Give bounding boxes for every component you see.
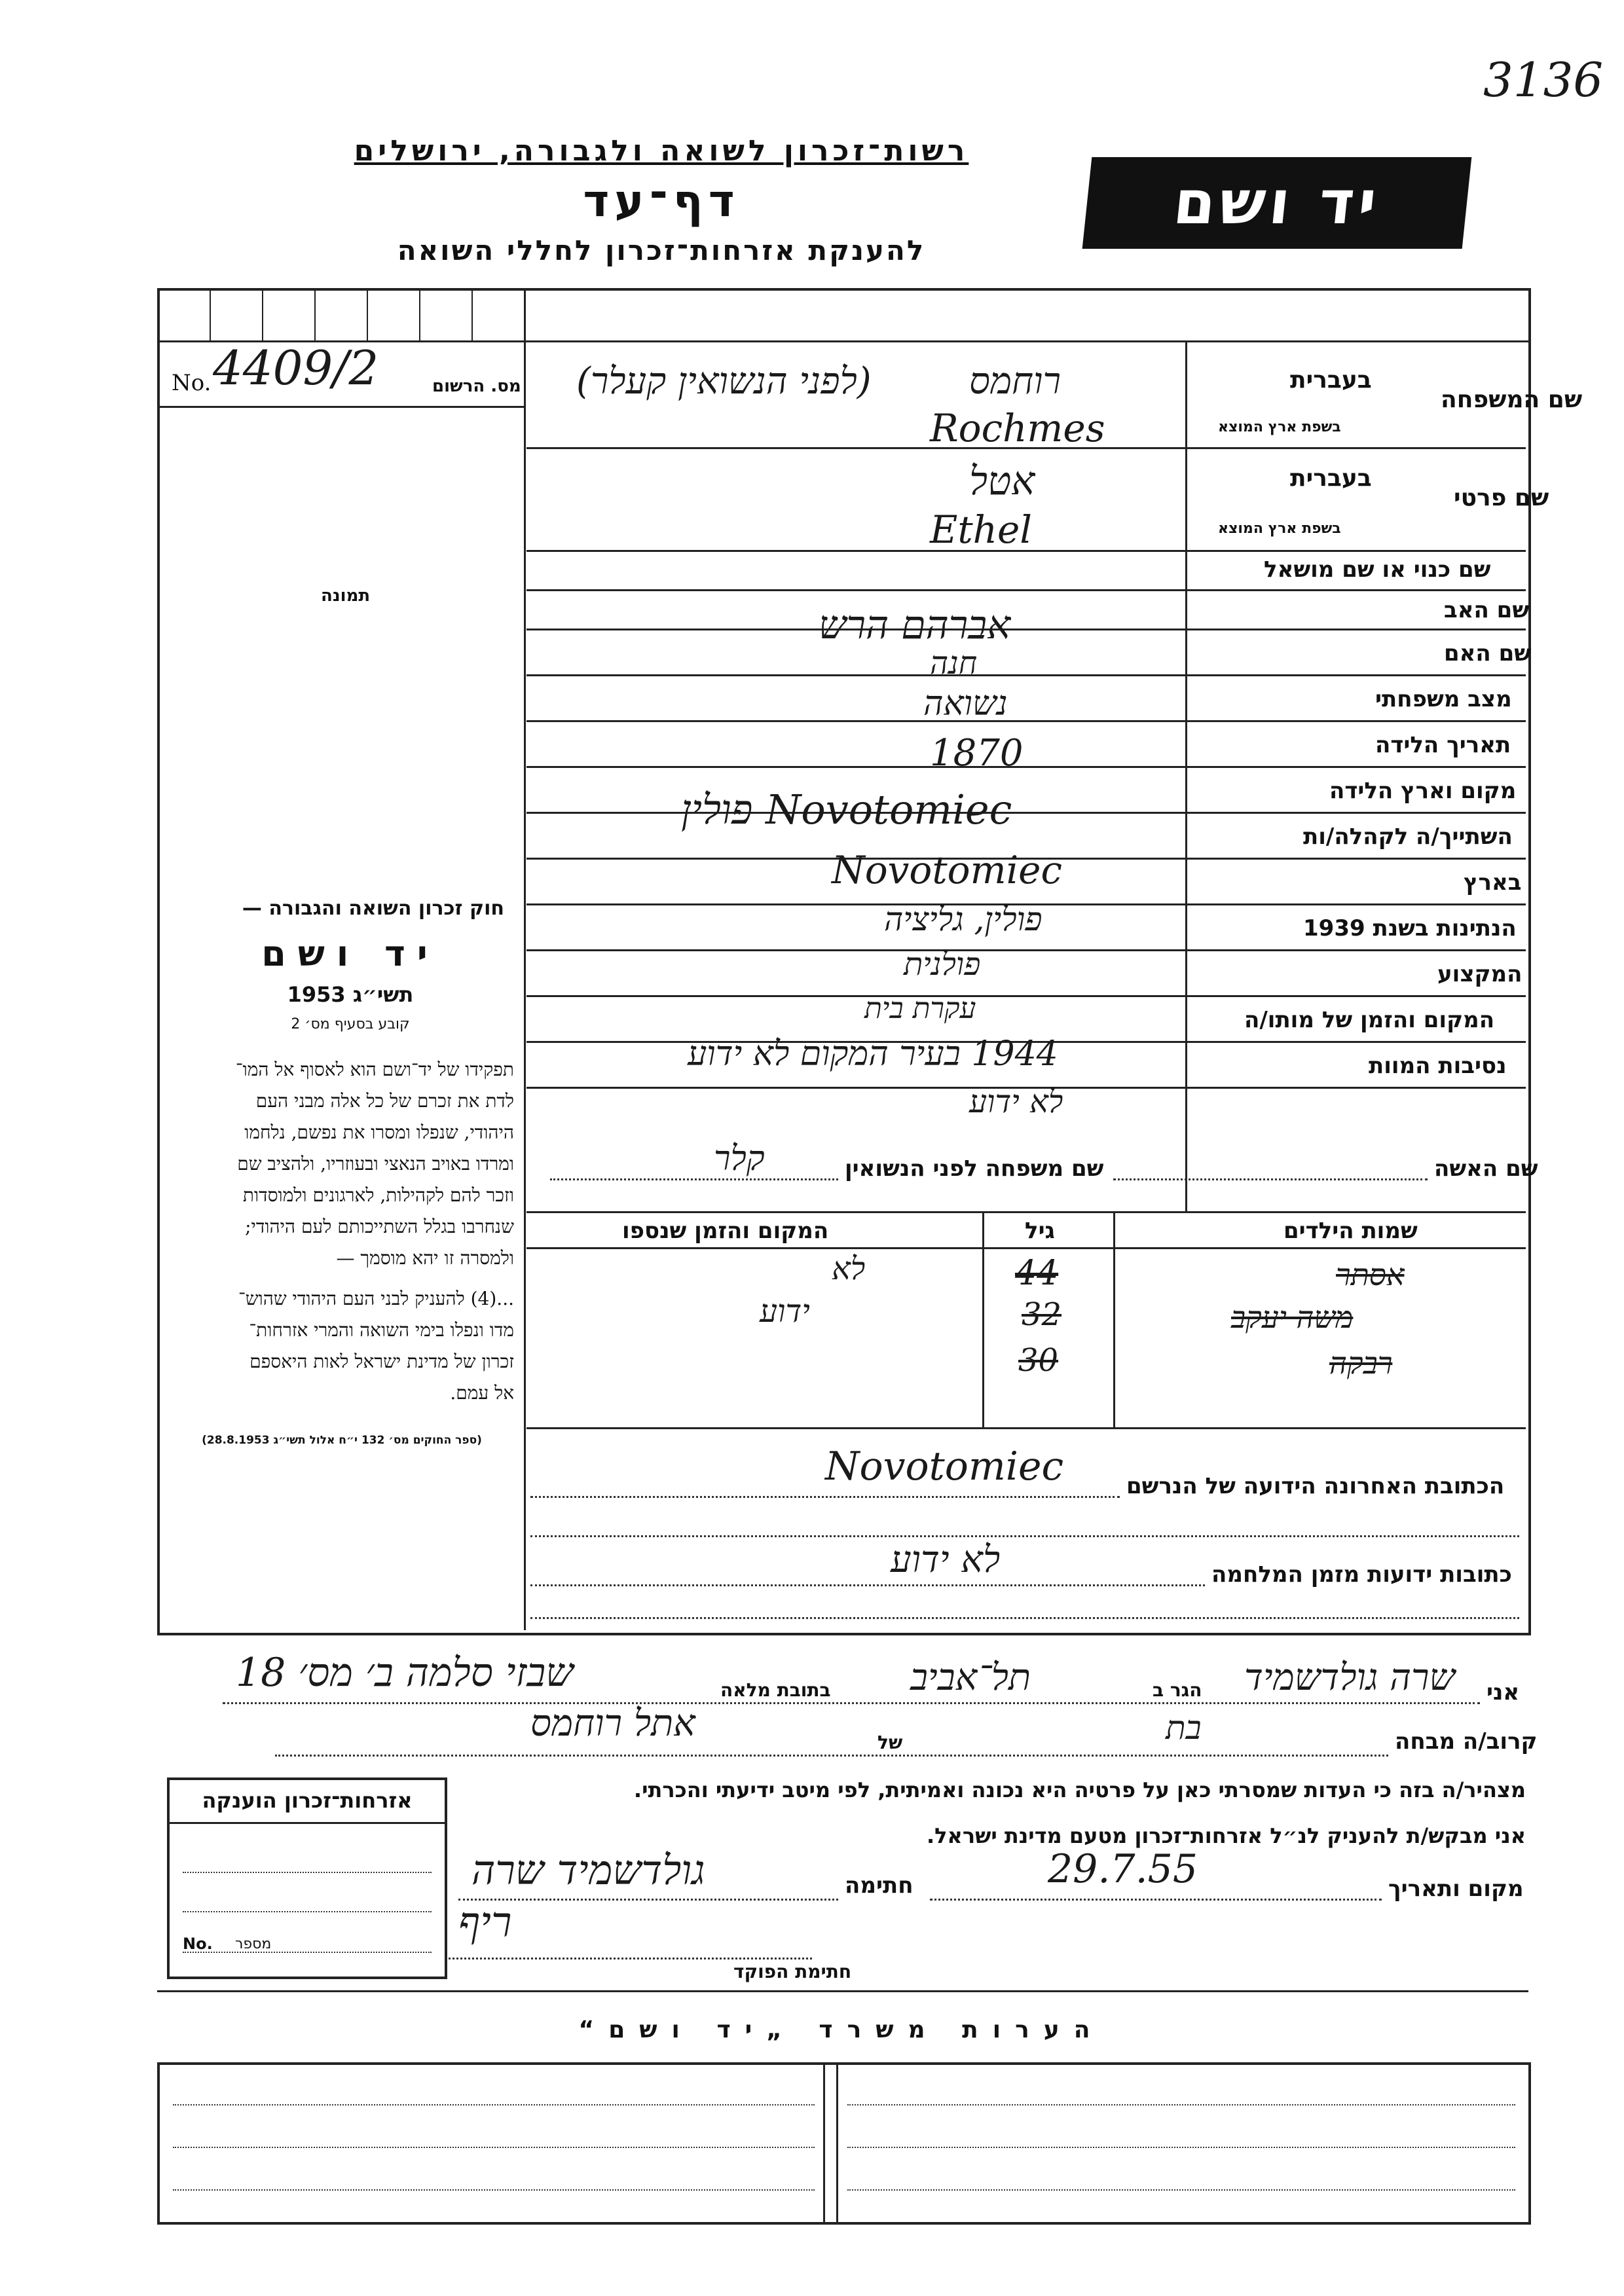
birth-date-label: תאריך הלידה xyxy=(1375,732,1511,758)
law-line: אל עמם. xyxy=(450,1382,514,1404)
declaration-text: מצהיר/ה בזה כי העדות שמסרתי כאן על פרטיה היא נכונה ואמיתית, לפי מיטב ידיעתי והכרתי. xyxy=(633,1777,1526,1802)
law-line: מדו ונפלו בימי השואה והמרי אזרחות־ xyxy=(249,1319,514,1341)
surname-latin: Rochmes xyxy=(930,406,1105,450)
community: Novotomiec xyxy=(832,848,1062,892)
office-notes-heading: הערות משרד „יד ושם“ xyxy=(578,2016,1105,2043)
surname-maiden-note: (לפני הנשואין קעלר) xyxy=(576,360,872,403)
law-line: ולמסרה זו יהא מוסמך — xyxy=(336,1247,514,1269)
declarant-i-label: אני xyxy=(1486,1679,1520,1705)
death-circumstances: לא ידוע xyxy=(969,1084,1063,1120)
authority-heading: רשות־זכרון לשואה ולגבורה, ירושלים xyxy=(354,134,969,168)
form-title: דף־עד xyxy=(583,175,740,227)
country: פולין, גליציה xyxy=(884,900,1043,938)
last-address-value: Novotomiec xyxy=(825,1444,1064,1489)
birth-date: 1870 xyxy=(930,732,1024,774)
relative-label: קרוב/ה מבחה xyxy=(1395,1728,1538,1755)
surname-hebrew: רוחמס xyxy=(969,360,1061,403)
first-name-latin: Ethel xyxy=(930,507,1032,552)
profession: עקרת בית xyxy=(864,992,976,1025)
logo-text: יד ושם xyxy=(1170,168,1384,238)
in-hebrew-label: בעברית xyxy=(1290,367,1372,393)
wife-maiden-value: קלר xyxy=(714,1139,765,1178)
in-hebrew-label-2: בעברית xyxy=(1290,465,1372,492)
birth-place: פולין Novotomiec xyxy=(681,786,1012,833)
declaration-date: 29.7.55 xyxy=(1048,1846,1198,1892)
death-label: המקום והזמן של מותו/ה xyxy=(1244,1007,1495,1033)
children-place-header: המקום והזמן שנספו xyxy=(622,1218,829,1244)
child-name: רבקה xyxy=(1329,1345,1393,1381)
community-label: השתייך/ה לקהלה/ות xyxy=(1303,824,1513,850)
law-name: יד ושם xyxy=(261,933,439,974)
wife-label: שם האשה xyxy=(1434,1156,1538,1182)
father-name: אברהם הרש xyxy=(819,602,1011,648)
registration-number: 4409/2 xyxy=(213,340,379,395)
declarant-address-label: בתובת מלאה xyxy=(720,1679,831,1701)
nickname-label: שם כנוי או שם מושאל xyxy=(1264,556,1491,583)
war-address-label: כתובות ידועות מזמן המלחמה xyxy=(1211,1561,1512,1588)
father-label: שם האב xyxy=(1444,597,1530,623)
children-names-header: שמות הילדים xyxy=(1283,1218,1418,1244)
official-signature-label: חתימת הפוקד xyxy=(733,1961,852,1982)
mother-name: חנה xyxy=(930,645,978,682)
in-origin-lang-label-2: בשפת ארץ המוצא xyxy=(1218,520,1341,537)
law-clause: קובע בסעיף מס׳ 2 xyxy=(291,1016,410,1032)
declarant-resident-label: הגר ב xyxy=(1153,1679,1202,1701)
marital-label: מצב משפחתי xyxy=(1375,686,1512,712)
citizenship-box-title: אזרחות־זכרון הוענקה xyxy=(202,1788,413,1813)
signature-label: חתימה xyxy=(845,1872,913,1899)
country-label: בארץ xyxy=(1464,869,1522,896)
declarant-city: תל־אביב xyxy=(910,1656,1031,1699)
form-subtitle: להענקת אזרחות־זכרון לחללי השואה xyxy=(397,234,926,266)
registration-no-label: No. xyxy=(172,370,212,396)
page-number: 3136 xyxy=(1483,52,1604,107)
children-age-header: גיל xyxy=(1025,1218,1055,1244)
law-line: תפקידו של יד־ושם הוא לאסוף אל המו־ xyxy=(235,1059,514,1080)
citizenship-box-number-label: מספר xyxy=(235,1936,272,1952)
citizenship: פולנית xyxy=(904,946,981,983)
photo-label: תמונה xyxy=(321,586,371,606)
first-name-label: שם פרטי xyxy=(1454,484,1549,511)
wife-maiden-label: שם משפחה לפני הנשואין xyxy=(845,1156,1104,1182)
law-source: (ספר החוקים מס׳ 132 י״ח אלול תשי״ג 28.8.1953) xyxy=(202,1434,482,1447)
last-address-label: הכתובת האחרונה הידועה של הנרשם xyxy=(1126,1473,1505,1499)
law-line: היהודי, שנפלו ומסרו את נפשם, נלחמו xyxy=(244,1121,514,1143)
child-name: אסתר xyxy=(1336,1257,1405,1292)
child-age: 44 xyxy=(1015,1254,1059,1293)
law-line: שנחרבו בגלל השתייכותם לעם היהודי; xyxy=(245,1216,514,1237)
office-notes-box xyxy=(157,2062,1531,2225)
official-signature: ריף xyxy=(458,1899,512,1947)
child-name: משה יעקב xyxy=(1231,1300,1354,1335)
law-line: ...(4) להעניק לבני העם היהודי שהוש־ xyxy=(238,1288,514,1309)
death-circumstances-label: נסיבות המוות xyxy=(1369,1053,1507,1079)
request-text: אני מבקש/ת להעניק לנ״ל אזרחות־זכרון מטעם מדינת ישראל. xyxy=(927,1823,1526,1848)
mother-label: שם האם xyxy=(1444,640,1532,666)
marital-status: נשואה xyxy=(923,684,1008,723)
citizenship-label: הנתינות בשנת 1939 xyxy=(1303,915,1517,941)
law-heading: חוק זכרון השואה והגבורה — xyxy=(242,897,504,920)
surname-label: שם המשפחה xyxy=(1441,386,1583,413)
place-date-label: מקום ותאריך xyxy=(1388,1876,1524,1902)
law-year: תשי״ג 1953 xyxy=(287,982,414,1007)
first-name-hebrew: אטל xyxy=(969,458,1035,504)
citizenship-granted-box xyxy=(167,1777,447,1979)
declarant-name: שרה גולדשמיד xyxy=(1244,1656,1456,1699)
in-origin-lang-label: בשפת ארץ המוצא xyxy=(1218,419,1341,435)
law-line: ומרדו באויב הנאצי ובעוזריו, ולהציב שם xyxy=(237,1153,514,1175)
registration-label: מס. הרשום xyxy=(432,376,521,396)
child-place: ידוע xyxy=(760,1293,810,1330)
child-age: 30 xyxy=(1018,1342,1059,1379)
law-paragraph-2 xyxy=(164,1283,514,1409)
citizenship-box-no: No. xyxy=(183,1935,213,1953)
child-place: לא xyxy=(832,1250,866,1287)
relation-value: בת xyxy=(1166,1709,1202,1747)
death-place-time: 1944 בעיר המקום לא ידוע xyxy=(688,1034,1058,1074)
law-line: וזכר להם לקהילות, לארגונים ולמוסדות xyxy=(242,1184,514,1206)
law-line: לדת את זכרם של כל אלה מבני העם xyxy=(255,1090,514,1112)
child-age: 32 xyxy=(1022,1296,1062,1333)
birth-place-label: מקום וארץ הלידה xyxy=(1329,778,1517,804)
law-line: זכרון של מדינת ישראל לאות היאספם xyxy=(249,1351,514,1372)
war-address-value: לא ידוע xyxy=(891,1539,1001,1581)
relative-of-value: אתל רוחמס xyxy=(530,1702,695,1745)
of-label: של xyxy=(877,1732,903,1753)
law-paragraph-1 xyxy=(164,1054,514,1274)
declarant-signature: גולדשמיד שרה xyxy=(471,1846,705,1894)
logo xyxy=(1082,157,1472,249)
profession-label: המקצוע xyxy=(1437,961,1522,987)
declarant-address: שבזי סלמה ב׳ מס׳ 18 xyxy=(236,1650,574,1696)
